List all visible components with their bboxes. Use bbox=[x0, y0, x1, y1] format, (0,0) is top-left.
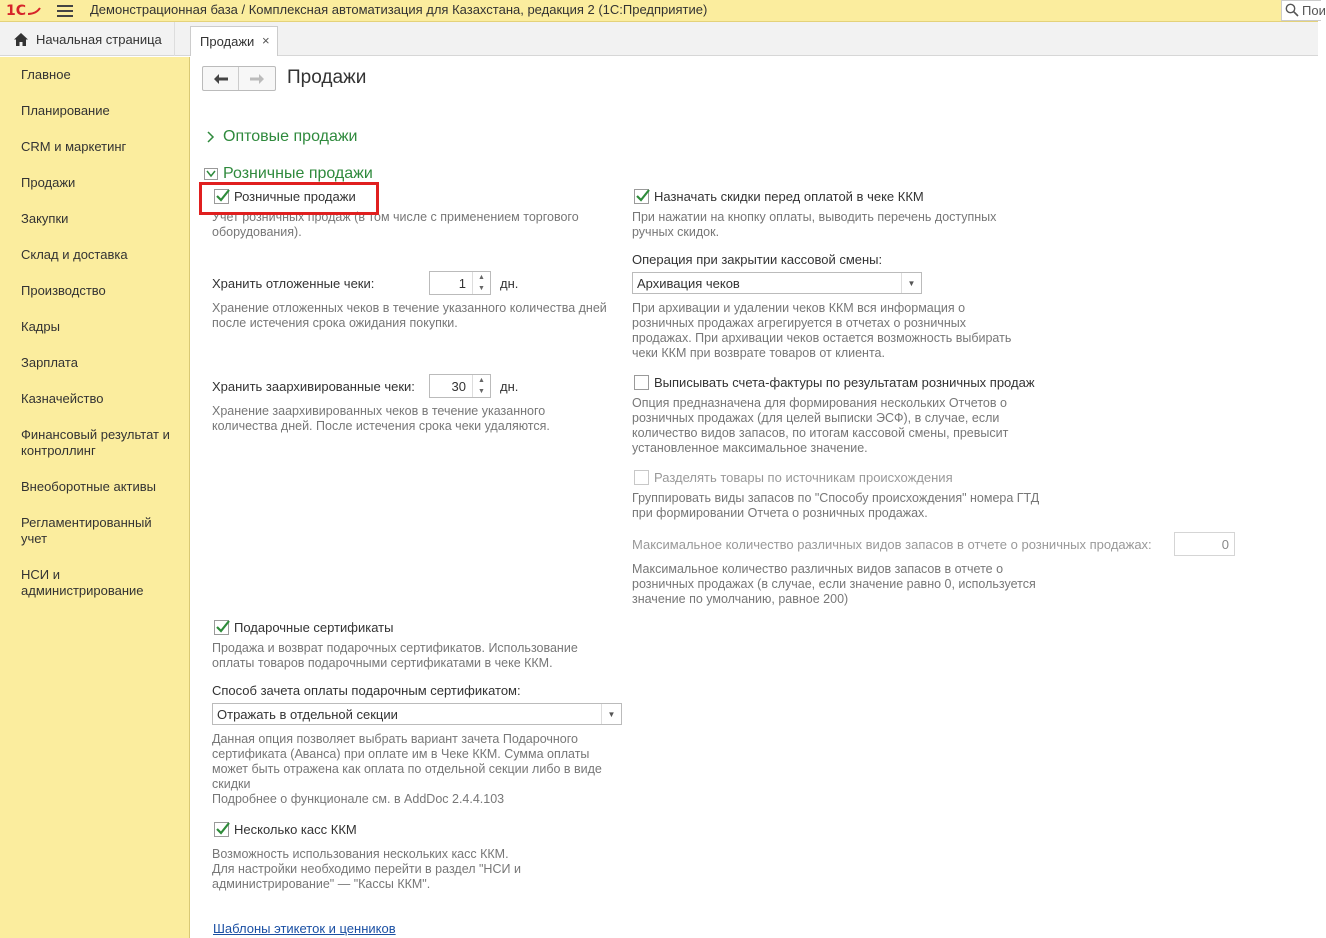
split-checkbox bbox=[634, 470, 649, 485]
gift-cert-label[interactable]: Подарочные сертификаты bbox=[234, 620, 394, 635]
search-icon bbox=[1285, 3, 1299, 17]
keep-deferred-input[interactable] bbox=[429, 271, 491, 295]
checkmark-icon bbox=[215, 619, 231, 635]
sidebar-item-planning[interactable]: Планирование bbox=[21, 103, 110, 118]
close-operation-label: Операция при закрытии кассовой смены: bbox=[632, 252, 883, 267]
sidebar-item-regulated[interactable]: Регламентированный учет bbox=[21, 515, 152, 546]
invoice-label[interactable]: Выписывать счета-фактуры по результатам розничных продаж bbox=[654, 375, 1035, 390]
gift-method-hint: Данная опция позволяет выбрать вариант зачета Подарочного сертификата (Аванса) при оплате им в Чеке ККМ. Сумма оплаты может быть отражена как оплата по отдельной секции либо в виде скидки Подробнее о функционале см. в AddDoc 2.4.4.103 bbox=[212, 732, 602, 806]
gift-method-label: Способ зачета оплаты подарочным сертификатом: bbox=[212, 683, 521, 698]
spin-up-icon[interactable]: ▲ bbox=[478, 377, 485, 384]
keep-archived-hint: Хранение заархивированных чеков в течение указанного количества дней. После истечения срока чеки удаляются. bbox=[212, 404, 550, 433]
chevron-right-icon[interactable] bbox=[206, 131, 216, 143]
retail-sales-hint: Учет розничных продаж (в том числе с применением торгового оборудования). bbox=[212, 210, 579, 239]
keep-archived-value: 30 bbox=[451, 379, 466, 394]
section-retail[interactable]: Розничные продажи bbox=[223, 165, 373, 182]
keep-deferred-label: Хранить отложенные чеки: bbox=[212, 276, 375, 291]
spin-arrows[interactable] bbox=[472, 375, 490, 397]
max-stock-label: Максимальное количество различных видов запасов в отчете о розничных продажах: bbox=[632, 537, 1152, 552]
forward-button[interactable] bbox=[239, 67, 275, 90]
checkmark-icon bbox=[635, 188, 651, 204]
sidebar-item-salary[interactable]: Зарплата bbox=[21, 355, 78, 370]
max-stock-value: 0 bbox=[1221, 537, 1229, 552]
close-operation-value: Архивация чеков bbox=[637, 276, 740, 291]
arrow-left-icon bbox=[214, 74, 228, 84]
main-menu-icon[interactable] bbox=[57, 3, 73, 19]
dropdown-arrow-icon[interactable]: ▼ bbox=[901, 273, 921, 293]
keep-archived-label: Хранить заархивированные чеки: bbox=[212, 379, 415, 394]
discount-checkbox[interactable] bbox=[634, 189, 649, 204]
days-label: дн. bbox=[500, 276, 519, 291]
spin-arrows[interactable] bbox=[472, 272, 490, 294]
checkmark-icon bbox=[215, 821, 231, 837]
back-button[interactable] bbox=[203, 67, 239, 90]
dropdown-arrow-icon[interactable]: ▼ bbox=[601, 704, 621, 724]
spin-down-icon[interactable]: ▼ bbox=[478, 285, 485, 292]
days-label: дн. bbox=[500, 379, 519, 394]
sidebar-item-treasury[interactable]: Казначейство bbox=[21, 391, 104, 406]
title-bar bbox=[0, 0, 1326, 22]
home-icon bbox=[14, 33, 28, 46]
sidebar-item-main[interactable]: Главное bbox=[21, 67, 71, 82]
sidebar-item-purchases[interactable]: Закупки bbox=[21, 211, 69, 226]
sidebar bbox=[0, 57, 190, 938]
close-operation-select[interactable] bbox=[632, 272, 922, 294]
gift-method-value: Отражать в отдельной секции bbox=[217, 707, 398, 722]
split-hint: Группировать виды запасов по "Способу происхождения" номера ГТД при формировании Отчета о розничных продажах. bbox=[632, 491, 1040, 520]
gift-method-select[interactable] bbox=[212, 703, 622, 725]
spin-down-icon[interactable]: ▼ bbox=[478, 388, 485, 395]
sidebar-item-nsi[interactable]: НСИ и администрирование bbox=[21, 567, 144, 598]
discount-hint: При нажатии на кнопку оплаты, выводить перечень доступных ручных скидок. bbox=[632, 210, 997, 239]
highlight-box bbox=[199, 182, 379, 215]
chevron-down-icon[interactable] bbox=[204, 168, 218, 180]
section-wholesale[interactable]: Оптовые продажи bbox=[223, 128, 358, 145]
close-operation-hint: При архивации и удалении чеков ККМ вся информация о розничных продажах агрегируется в отчетах о розничных продажах. При архивации чеков остается возможность выбирать чеки ККМ при возврате товаров от клиента. bbox=[632, 301, 1012, 360]
sidebar-item-fixed-assets[interactable]: Внеоборотные активы bbox=[21, 479, 157, 494]
gift-cert-hint: Продажа и возврат подарочных сертификатов. Использование оплаты товаров подарочными сертификатами в чеке ККМ. bbox=[212, 641, 578, 670]
multi-kkm-label[interactable]: Несколько касс ККМ bbox=[234, 822, 357, 837]
max-stock-input bbox=[1174, 532, 1235, 556]
content-area bbox=[190, 57, 1318, 938]
sidebar-item-sales[interactable]: Продажи bbox=[21, 175, 76, 190]
split-label: Разделять товары по источникам происхождения bbox=[654, 470, 953, 485]
tabs-bar bbox=[0, 22, 1318, 56]
arrow-right-icon bbox=[250, 74, 264, 84]
tab-home-label: Начальная страница bbox=[36, 31, 162, 47]
sidebar-item-production[interactable]: Производство bbox=[21, 283, 106, 298]
spin-up-icon[interactable]: ▲ bbox=[478, 274, 485, 281]
multi-kkm-checkbox[interactable] bbox=[214, 822, 229, 837]
max-stock-hint: Максимальное количество различных видов запасов в отчете о розничных продажах (в случае, если значение равно 0, используется значение по умолчанию, равное 200) bbox=[632, 562, 1036, 606]
keep-archived-input[interactable] bbox=[429, 374, 491, 398]
keep-deferred-value: 1 bbox=[458, 276, 466, 291]
sidebar-item-hr[interactable]: Кадры bbox=[21, 319, 60, 334]
tab-sales-label: Продажи bbox=[200, 34, 255, 49]
sidebar-item-finance[interactable]: Финансовый результат и контроллинг bbox=[21, 427, 170, 458]
tab-home[interactable] bbox=[0, 22, 175, 56]
search-input[interactable] bbox=[1281, 0, 1326, 21]
gift-cert-checkbox[interactable] bbox=[214, 620, 229, 635]
multi-kkm-hint: Возможность использования нескольких касс ККМ. Для настройки необходимо перейти в раздел "НСИ и администрирование" — "Кассы ККМ". bbox=[212, 847, 521, 891]
discount-label[interactable]: Назначать скидки перед оплатой в чеке ККМ bbox=[654, 189, 924, 204]
invoice-checkbox[interactable] bbox=[634, 375, 649, 390]
tab-sales[interactable] bbox=[190, 26, 278, 56]
page-title: Продажи bbox=[287, 67, 367, 88]
retail-sales-label[interactable]: Розничные продажи bbox=[234, 189, 356, 204]
sidebar-item-crm[interactable]: CRM и маркетинг bbox=[21, 139, 127, 154]
label-templates-link[interactable]: Шаблоны этикеток и ценников bbox=[213, 921, 396, 936]
svg-text:1С: 1С bbox=[6, 3, 27, 19]
app-title: Демонстрационная база / Комплексная автоматизация для Казахстана, редакция 2 (1С:Предприятие) bbox=[90, 2, 708, 17]
1c-logo-icon bbox=[6, 2, 42, 18]
close-tab-icon[interactable]: × bbox=[262, 33, 270, 48]
sidebar-item-warehouse[interactable]: Склад и доставка bbox=[21, 247, 128, 262]
nav-buttons bbox=[202, 66, 276, 91]
keep-deferred-hint: Хранение отложенных чеков в течение указанного количества дней после истечения срока ожидания покупки. bbox=[212, 301, 607, 330]
invoice-hint: Опция предназначена для формирования нескольких Отчетов о розничных продажах (для целей выписки ЭСФ), в случае, если количество видов запасов, по итогам кассовой смены, превысит установленное максимальное значение. bbox=[632, 396, 1009, 455]
search-placeholder: Пои bbox=[1302, 3, 1326, 18]
